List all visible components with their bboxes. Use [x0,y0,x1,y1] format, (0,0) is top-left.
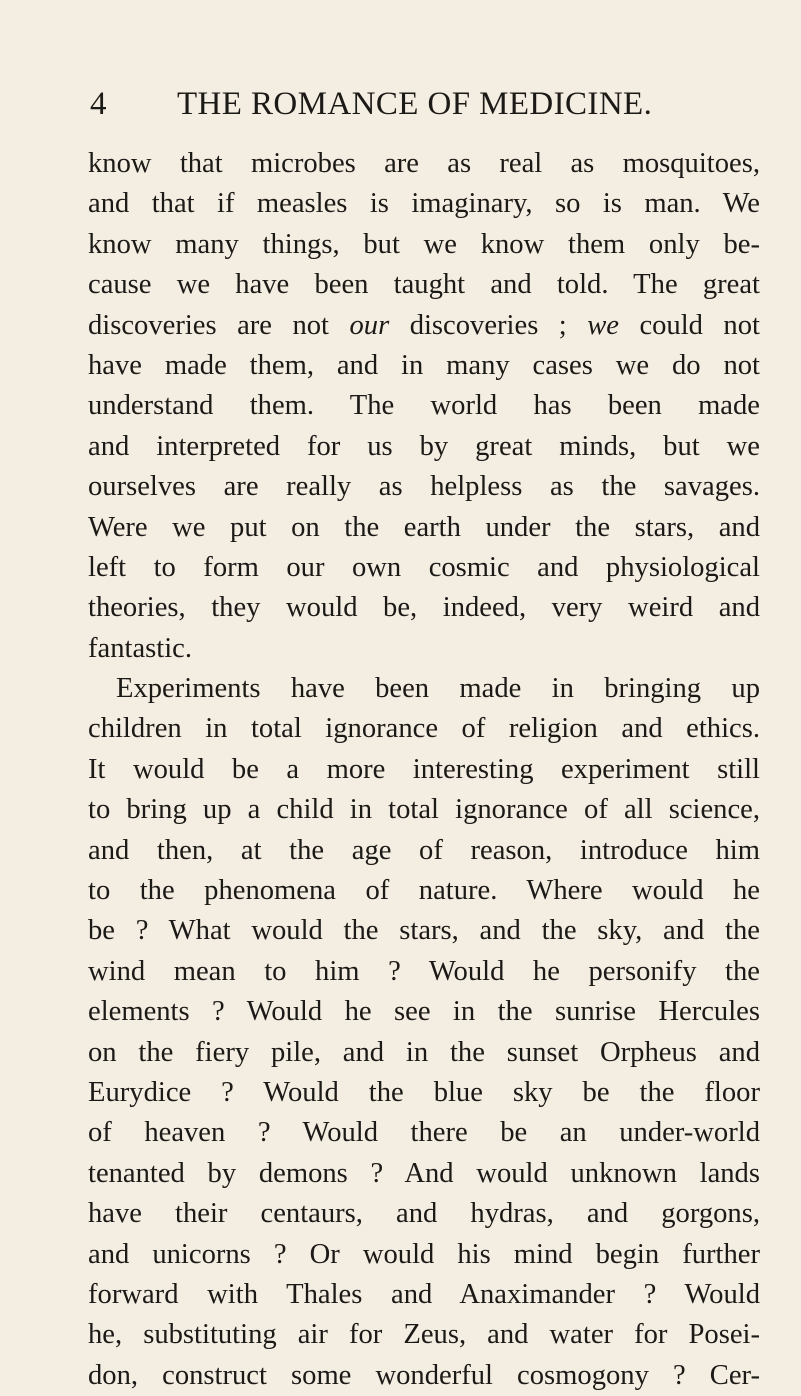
text-line: to bring up a child in total ignorance of all science, [88,794,760,826]
text-line: Eurydice ? Would the blue sky be the floor [88,1076,760,1108]
running-title: THE ROMANCE OF MEDICINE. [177,86,653,122]
text-line: theories, they would be, indeed, very weird and [88,592,760,624]
text-line: It would be a more interesting experiment still [88,753,760,785]
text-line: tenanted by demons ? And would unknown lands [88,1157,760,1189]
text-line: ourselves are really as helpless as the savages. [88,471,760,503]
page-number: 4 [90,86,107,122]
body-text [88,144,760,1396]
text-line: wind mean to him ? Would he personify the [88,955,760,987]
text-line: cause we have been taught and told. The great [88,269,760,301]
text-line: forward with Thales and Anaximander ? Would [88,1278,760,1310]
text-line: and then, at the age of reason, introduce him [88,834,760,866]
text-line: of heaven ? Would there be an under-world [88,1117,760,1149]
text-line: have their centaurs, and hydras, and gorgons, [88,1198,760,1230]
text-line: Were we put on the earth under the stars, and [88,511,760,543]
page-header [90,82,750,126]
text-line: fantastic. [88,632,193,664]
emphasis-text: we [587,309,619,341]
text-line: know many things, but we know them only be- [88,228,760,260]
text-line: and that if measles is imaginary, so is man. We [88,188,760,220]
text-line: elements ? Would he see in the sunrise Hercules [88,996,760,1028]
text-line: he, substituting air for Zeus, and water for Posei- [88,1319,760,1351]
text-line: to the phenomena of nature. Where would he [88,875,760,907]
text-line: don, construct some wonderful cosmogony ? Cer- [88,1359,760,1391]
text-segment: discoveries are not [88,309,330,341]
text-line: children in total ignorance of religion and ethics. [88,713,760,745]
text-line: have made them, and in many cases we do not [88,349,760,381]
text-line: left to form our own cosmic and physiological [88,551,760,583]
text-line: be ? What would the stars, and the sky, and the [88,915,760,947]
text-line: know that microbes are as real as mosquitoes, [88,148,760,179]
text-line: on the fiery pile, and in the sunset Orpheus and [88,1036,760,1068]
text-line: and interpreted for us by great minds, but we [88,430,760,462]
text-segment: could not [639,309,760,341]
text-segment: discoveries ; [409,309,567,341]
text-line: understand them. The world has been made [88,390,760,422]
paragraph-first-line: Experiments have been made in bringing up [116,673,760,705]
text-line [88,306,760,346]
emphasis-text: our [349,309,390,341]
text-line: and unicorns ? Or would his mind begin further [88,1238,760,1270]
